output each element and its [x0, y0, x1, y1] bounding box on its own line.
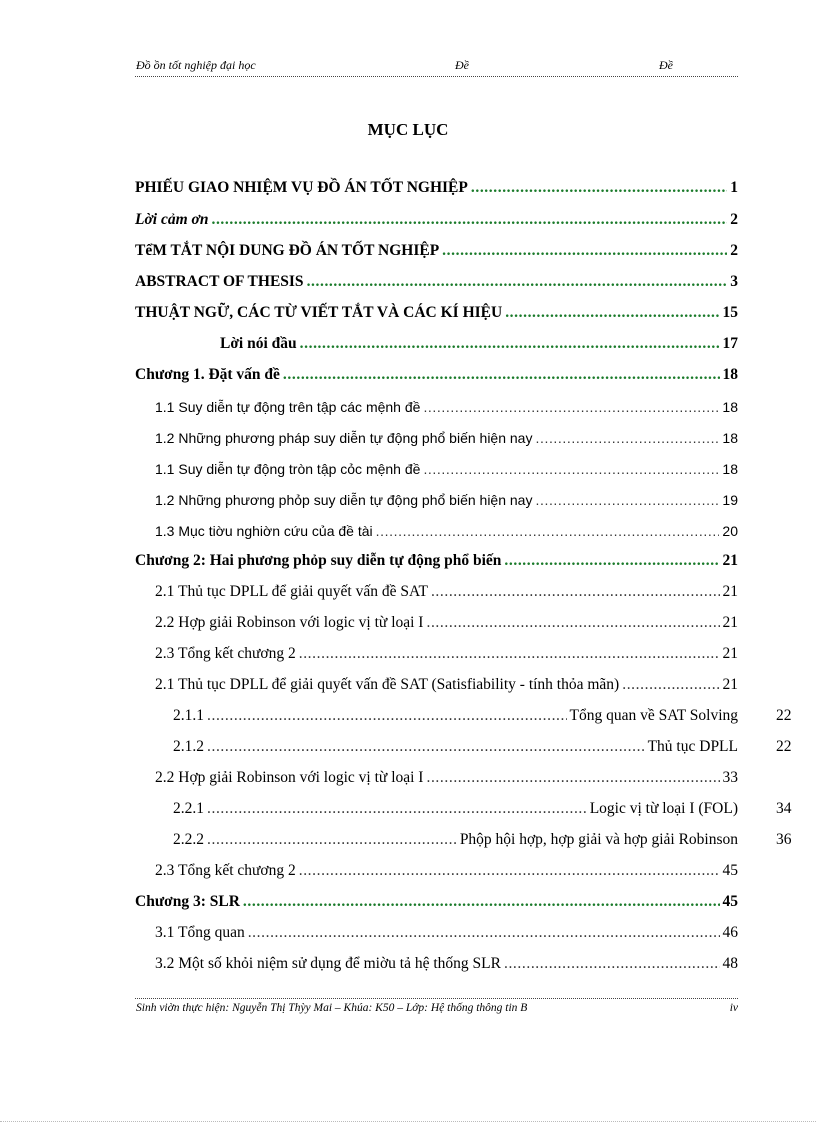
dot-leader — [426, 612, 719, 634]
toc-entry-title: Phộp hội hợp, hợp giải và hợp giải Robinson — [459, 831, 738, 848]
toc-entry[interactable] — [155, 860, 738, 884]
toc-entry[interactable] — [155, 953, 738, 977]
toc-entry-page: 19 — [722, 492, 738, 508]
toc-entry-page: 3 — [730, 273, 738, 290]
toc-entry-title: Chương 2: Hai phương phỏp suy diễn tự động phổ biến — [135, 552, 502, 569]
toc-entry-page: 21 — [722, 552, 738, 569]
toc-entry[interactable] — [155, 581, 738, 605]
toc-entry-title: Lời nói đầu — [220, 335, 297, 352]
toc-entry-title: TểM TẮT NỘI DUNG ĐỒ ÁN TỐT NGHIỆP — [135, 242, 440, 259]
toc-entry[interactable] — [155, 427, 738, 451]
dot-leader — [535, 427, 719, 449]
toc-entry-page: 22 — [776, 738, 792, 755]
toc-entry-page: 18 — [722, 366, 738, 383]
page-footer — [135, 998, 738, 1019]
header-right-text: Đề — [659, 58, 673, 72]
toc-entry[interactable] — [155, 396, 738, 420]
toc-entry-page: 21 — [722, 645, 738, 662]
dot-leader — [471, 177, 727, 199]
toc-entry-page: 34 — [776, 800, 792, 817]
toc-entry-title: PHIẾU GIAO NHIỆM VỤ ĐỒ ÁN TỐT NGHIỆP — [135, 179, 468, 196]
dot-leader — [207, 798, 587, 820]
toc-entry-title: 1.2 Những phương phỏp suy diễn tự động phổ biến hiện nay — [155, 492, 533, 508]
dot-leader — [207, 736, 645, 758]
toc-entry[interactable] — [135, 271, 738, 295]
toc-entry-number: 2.2.1 — [173, 800, 204, 817]
dot-leader — [307, 271, 728, 293]
toc-entry-page: 46 — [722, 924, 738, 941]
toc-entry[interactable] — [155, 458, 738, 482]
toc-entry-number: 2.1.2 — [173, 738, 204, 755]
dot-leader — [283, 364, 720, 386]
toc-entry-page: 21 — [722, 676, 738, 693]
toc-entry[interactable] — [173, 798, 792, 822]
toc-entry-title: 1.3 Mục tiờu nghiờn cứu của đề tài — [155, 523, 373, 539]
toc-entry-page: 48 — [722, 955, 738, 972]
toc-entry-title: 2.3 Tổng kết chương 2 — [155, 645, 296, 662]
toc-entry-page: 18 — [722, 461, 738, 477]
toc-entry-title: 2.3 Tổng kết chương 2 — [155, 862, 296, 879]
dot-leader — [426, 767, 719, 789]
toc-entry-title: THUẬT NGỮ, CÁC TỪ VIẾT TẮT VÀ CÁC KÍ HIỆU — [135, 304, 503, 321]
toc-entry-page: 21 — [722, 583, 738, 600]
toc-entry[interactable] — [173, 705, 792, 729]
toc-entry[interactable] — [135, 240, 738, 264]
dot-leader — [211, 209, 727, 231]
dot-leader — [423, 458, 719, 480]
dot-leader — [423, 396, 719, 418]
toc-entry-title: Tổng quan về SAT Solving — [569, 707, 738, 724]
toc-entry[interactable] — [135, 209, 738, 233]
toc-entry-title: 2.2 Hợp giải Robinson với logic vị từ loại I — [155, 769, 424, 786]
toc-entry-title: ABSTRACT OF THESIS — [135, 273, 304, 290]
toc-entry-page: 21 — [722, 614, 738, 631]
toc-entry-title: Lời cảm ơn — [135, 211, 209, 228]
dot-leader — [622, 674, 719, 696]
toc-entry[interactable] — [135, 550, 738, 574]
toc-entry-title: 2.2 Hợp giải Robinson với logic vị từ loại I — [155, 614, 424, 631]
dot-leader — [207, 705, 567, 727]
toc-entry-number: 2.1.1 — [173, 707, 204, 724]
header-middle-text: Đề — [455, 58, 469, 72]
toc-entry-title: 1.1 Suy diễn tự động trên tập các mệnh đề — [155, 399, 421, 415]
toc-entry-page: 22 — [776, 707, 792, 724]
toc-entry[interactable] — [135, 177, 738, 201]
toc-entry[interactable] — [155, 674, 738, 698]
toc-entry-title: Chương 1. Đặt vấn đề — [135, 366, 280, 383]
toc-entry-page: 1 — [730, 179, 738, 196]
footer-author-text: Sinh viờn thực hiện: Nguyễn Thị Thỳy Mai – Khúa: K50 – Lớp: Hệ thống thông tin B — [136, 1002, 528, 1014]
toc-entry-title: 1.1 Suy diễn tự động tròn tập cỏc mệnh đề — [155, 461, 421, 477]
toc-entry-page: 17 — [722, 335, 738, 352]
toc-entry-title: Logic vị từ loại I (FOL) — [589, 800, 738, 817]
toc-entry[interactable] — [173, 736, 792, 760]
dot-leader — [376, 520, 720, 542]
toc-entry-page: 2 — [730, 211, 738, 228]
dot-leader — [299, 860, 720, 882]
toc-entry-title: 2.1 Thủ tục DPLL để giải quyết vấn đề SAT (Satisfiability - tính thỏa mãn) — [155, 676, 620, 693]
dot-leader — [504, 953, 720, 975]
toc-entry[interactable] — [135, 302, 738, 326]
toc-entry-number: 2.2.2 — [173, 831, 204, 848]
dot-leader — [442, 240, 727, 262]
toc-title: MỤC LỤC — [367, 120, 449, 139]
toc-entry-page: 15 — [722, 304, 738, 321]
toc-entry[interactable] — [155, 767, 738, 791]
dot-leader — [300, 333, 720, 355]
toc-entry-page: 36 — [776, 831, 792, 848]
toc-entry-title: 3.2 Một số khỏi niệm sử dụng để miờu tả hệ thống SLR — [155, 955, 501, 972]
dot-leader — [504, 550, 719, 572]
toc-entry-page: 18 — [722, 430, 738, 446]
toc-entry-page: 45 — [722, 893, 738, 910]
dot-leader — [299, 643, 720, 665]
toc-entry-page: 18 — [722, 399, 738, 415]
toc-entry[interactable] — [155, 612, 738, 636]
page-number: iv — [729, 1002, 738, 1014]
dot-leader — [535, 489, 719, 511]
dot-leader — [207, 829, 457, 851]
toc-entry-page: 33 — [722, 769, 738, 786]
toc-entry[interactable] — [220, 333, 738, 357]
toc-entry-page: 45 — [722, 862, 738, 879]
toc-entry[interactable] — [155, 643, 738, 667]
toc-entry-page: 2 — [730, 242, 738, 259]
toc-entry[interactable] — [155, 520, 738, 544]
dot-leader — [431, 581, 720, 603]
header-left-text: Đồ ồn tốt nghiệp đại học — [136, 58, 256, 72]
dot-leader — [248, 922, 720, 944]
toc-entry-title: 2.1 Thủ tục DPLL để giải quyết vấn đề SAT — [155, 583, 428, 600]
toc-entry-title: 3.1 Tổng quan — [155, 924, 245, 941]
toc-entry-page: 20 — [722, 523, 738, 539]
toc-entry[interactable] — [135, 364, 738, 388]
toc-entry[interactable] — [135, 891, 738, 915]
toc-entry-title: Thủ tục DPLL — [647, 738, 738, 755]
toc-entry[interactable] — [173, 829, 792, 853]
dot-leader — [243, 891, 720, 913]
page-bottom-rule — [0, 1121, 816, 1122]
page-header — [135, 56, 738, 77]
dot-leader — [505, 302, 719, 324]
toc-entry[interactable] — [155, 922, 738, 946]
toc-entry[interactable] — [155, 489, 738, 513]
toc-entry-title: Chương 3: SLR — [135, 893, 240, 910]
toc-entry-title: 1.2 Những phương pháp suy diễn tự động phổ biến hiện nay — [155, 430, 533, 446]
